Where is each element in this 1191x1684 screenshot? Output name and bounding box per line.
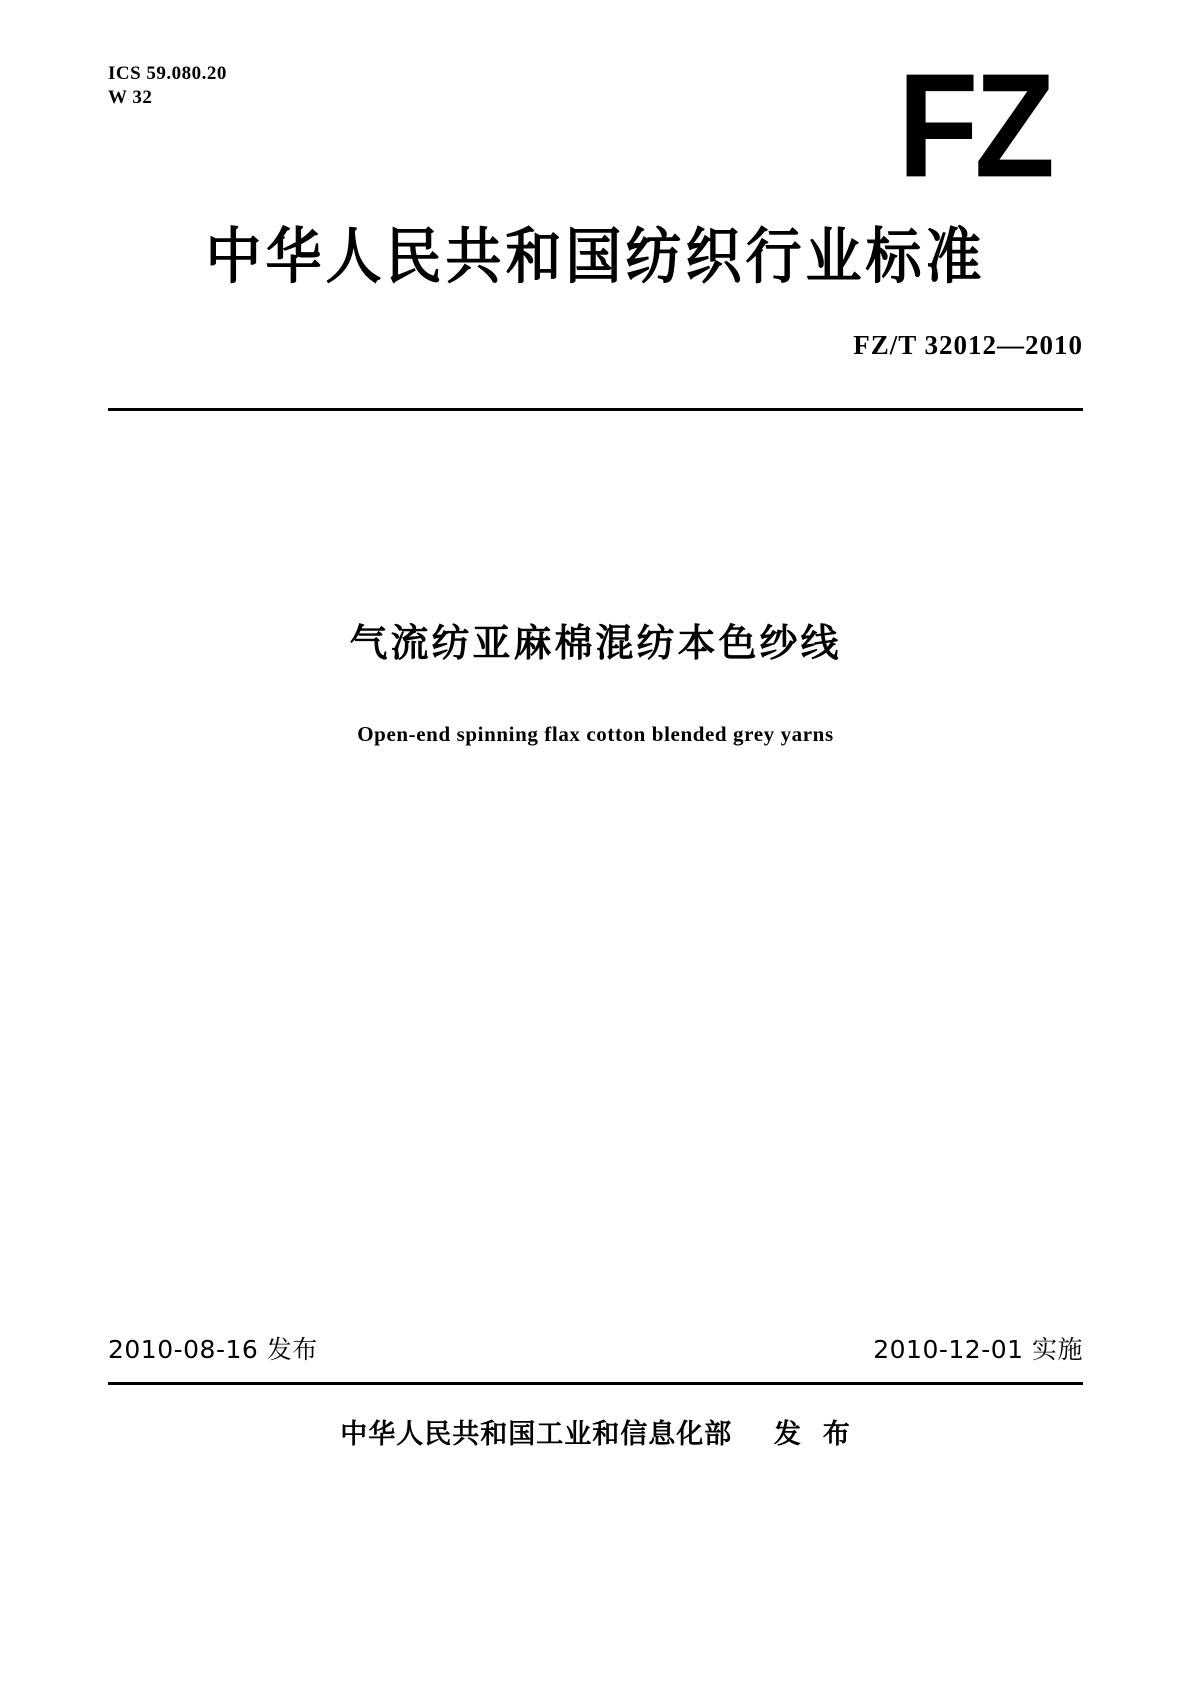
ics-line-1: ICS 59.080.20 [108, 63, 227, 84]
header-divider [108, 408, 1083, 411]
fz-logo: FZ [897, 43, 1051, 208]
ics-classification [108, 62, 227, 110]
footer-divider [108, 1382, 1083, 1385]
document-header [108, 43, 1083, 212]
standard-number: FZ/T 32012—2010 [853, 330, 1083, 360]
implementation-date: 2010-12-01 实施 [873, 1335, 1083, 1364]
document-title-english: Open-end spinning flax cotton blended grey yarns [357, 722, 834, 746]
ics-line-2: W 32 [108, 87, 153, 108]
date-row [108, 1330, 1083, 1366]
authority-title: 中华人民共和国纺织行业标准 [205, 221, 986, 292]
document-title-chinese: 气流纺亚麻棉混纺本色纱线 [349, 621, 842, 665]
issue-date: 2010-08-16 发布 [108, 1335, 318, 1364]
publisher-line: 中华人民共和国工业和信息化部 发 布 [340, 1419, 851, 1450]
